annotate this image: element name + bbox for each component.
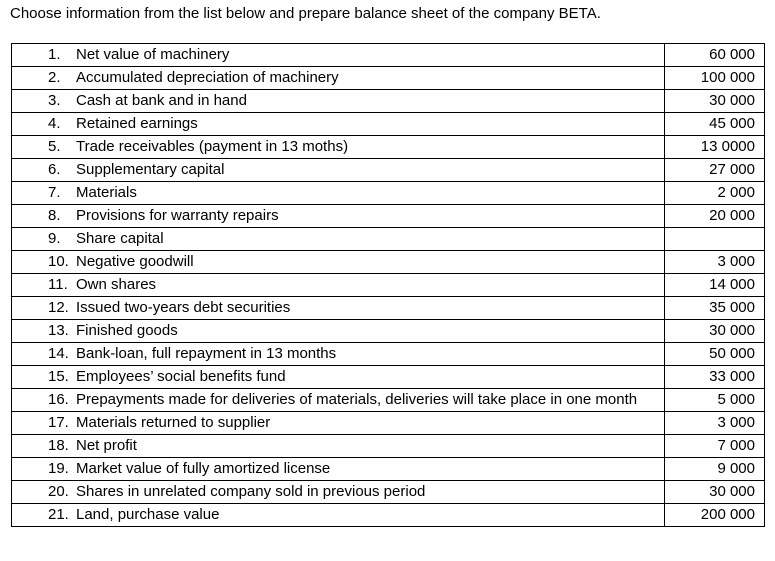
item-description-cell: [12, 113, 665, 136]
table-row: [12, 274, 765, 297]
table-row: [12, 159, 765, 182]
item-description: [18, 481, 658, 503]
item-description-cell: [12, 504, 665, 527]
item-description-cell: [12, 458, 665, 481]
item-description: [18, 435, 658, 457]
item-description: [18, 412, 658, 434]
item-description-cell: [12, 205, 665, 228]
item-number: 4.: [48, 115, 61, 132]
item-description-cell: [12, 343, 665, 366]
item-amount: 30 000: [665, 90, 765, 113]
item-label: Own shares: [76, 276, 157, 293]
item-description-cell: [12, 481, 665, 504]
item-label: Land, purchase value: [76, 506, 220, 523]
item-description-cell: [12, 320, 665, 343]
table-row: [12, 297, 765, 320]
item-amount: 200 000: [665, 504, 765, 527]
table-row: [12, 343, 765, 366]
item-amount: 3 000: [665, 251, 765, 274]
item-label: Materials returned to supplier: [76, 414, 271, 431]
item-description-cell: [12, 297, 665, 320]
item-number: 19.: [48, 460, 69, 477]
table-row: [12, 136, 765, 159]
item-description: [18, 90, 658, 112]
table-row: [12, 228, 765, 251]
item-description: [18, 343, 658, 365]
item-number: 16.: [48, 391, 69, 408]
item-amount: 3 000: [665, 412, 765, 435]
item-description: [18, 320, 658, 342]
item-label: Accumulated depreciation of machinery: [76, 69, 339, 86]
item-number: 20.: [48, 483, 69, 500]
item-description: [18, 159, 658, 181]
item-number: 15.: [48, 368, 69, 385]
item-number: 9.: [48, 230, 61, 247]
item-amount: 27 000: [665, 159, 765, 182]
table-row: [12, 182, 765, 205]
item-amount: 2 000: [665, 182, 765, 205]
item-description-cell: [12, 136, 665, 159]
item-description-cell: [12, 366, 665, 389]
item-number: 3.: [48, 92, 61, 109]
table-row: [12, 251, 765, 274]
item-description: [18, 274, 658, 296]
item-label: Trade receivables (payment in 13 moths): [76, 138, 349, 155]
item-number: 1.: [48, 46, 61, 63]
table-row: [12, 44, 765, 67]
item-number: 7.: [48, 184, 61, 201]
item-label: Issued two-years debt securities: [76, 299, 291, 316]
item-label: Shares in unrelated company sold in previous period: [76, 483, 426, 500]
item-amount: 100 000: [665, 67, 765, 90]
item-label: Retained earnings: [76, 115, 198, 132]
items-table-body: [12, 44, 765, 527]
item-number: 10.: [48, 253, 69, 270]
item-description: [18, 251, 658, 273]
table-row: [12, 90, 765, 113]
item-number: 18.: [48, 437, 69, 454]
item-description: [18, 297, 658, 319]
table-row: [12, 320, 765, 343]
table-row: [12, 481, 765, 504]
item-label: Provisions for warranty repairs: [76, 207, 279, 224]
item-number: 8.: [48, 207, 61, 224]
item-label: Negative goodwill: [76, 253, 194, 270]
item-number: 5.: [48, 138, 61, 155]
table-row: [12, 67, 765, 90]
item-description: [18, 136, 658, 158]
table-row: [12, 366, 765, 389]
item-amount: 9 000: [665, 458, 765, 481]
item-number: 2.: [48, 69, 61, 86]
item-description: [18, 458, 658, 480]
item-number: 14.: [48, 345, 69, 362]
item-label: Supplementary capital: [76, 161, 225, 178]
table-row: [12, 389, 765, 412]
item-label: Bank-loan, full repayment in 13 months: [76, 345, 337, 362]
table-row: [12, 458, 765, 481]
item-description-cell: [12, 228, 665, 251]
item-amount: 20 000: [665, 205, 765, 228]
item-number: 6.: [48, 161, 61, 178]
item-amount: 5 000: [665, 389, 765, 412]
item-description: [18, 182, 658, 204]
item-label: Share capital: [76, 230, 164, 247]
item-description: [18, 389, 658, 411]
item-amount: 33 000: [665, 366, 765, 389]
table-row: [12, 113, 765, 136]
item-label: Net profit: [76, 437, 137, 454]
item-description: [18, 113, 658, 135]
item-amount: 50 000: [665, 343, 765, 366]
item-description-cell: [12, 159, 665, 182]
item-number: 11.: [48, 276, 68, 293]
item-amount: 30 000: [665, 481, 765, 504]
item-description-cell: [12, 389, 665, 412]
item-description: [18, 44, 658, 66]
item-number: 17.: [48, 414, 69, 431]
item-label: Finished goods: [76, 322, 178, 339]
table-row: [12, 435, 765, 458]
table-row: [12, 412, 765, 435]
item-description-cell: [12, 90, 665, 113]
table-row: [12, 205, 765, 228]
item-label: Prepayments made for deliveries of materials, deliveries will take place in one month: [76, 391, 638, 408]
item-label: Market value of fully amortized license: [76, 460, 331, 477]
item-label: Cash at bank and in hand: [76, 92, 247, 109]
item-description: [18, 504, 658, 526]
item-amount: 13 0000: [665, 136, 765, 159]
item-description-cell: [12, 67, 665, 90]
item-number: 12.: [48, 299, 69, 316]
item-description-cell: [12, 435, 665, 458]
item-description: [18, 67, 658, 89]
item-number: 21.: [48, 506, 69, 523]
instruction-text: Choose information from the list below and prepare balance sheet of the company BETA.: [10, 5, 601, 22]
table-row: [12, 504, 765, 527]
item-description-cell: [12, 274, 665, 297]
item-amount: 14 000: [665, 274, 765, 297]
item-label: Materials: [76, 184, 137, 201]
item-description-cell: [12, 44, 665, 67]
item-label: Net value of machinery: [76, 46, 230, 63]
item-amount: 60 000: [665, 44, 765, 67]
item-description: [18, 205, 658, 227]
item-number: 13.: [48, 322, 69, 339]
item-amount: [665, 228, 765, 251]
items-table: [11, 43, 765, 527]
item-description-cell: [12, 182, 665, 205]
item-amount: 45 000: [665, 113, 765, 136]
item-description: [18, 366, 658, 388]
item-amount: 7 000: [665, 435, 765, 458]
item-amount: 35 000: [665, 297, 765, 320]
item-label: Employees’ social benefits fund: [76, 368, 286, 385]
item-description-cell: [12, 251, 665, 274]
item-description-cell: [12, 412, 665, 435]
item-description: [18, 228, 658, 250]
item-amount: 30 000: [665, 320, 765, 343]
